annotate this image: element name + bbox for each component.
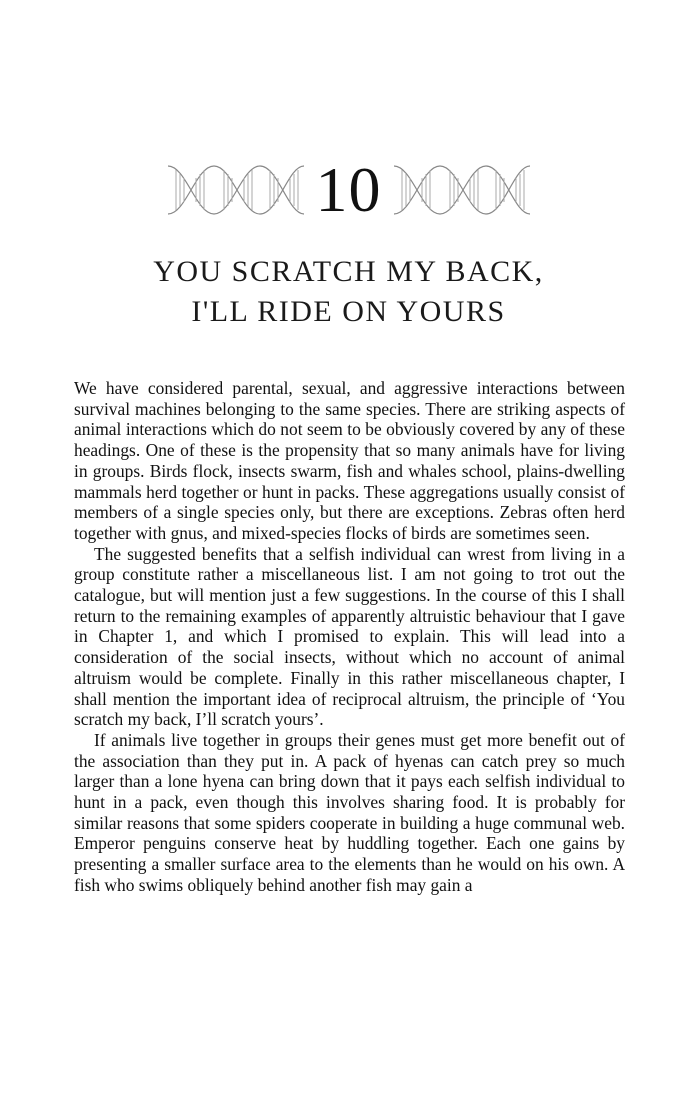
chapter-heading [0,150,697,230]
dna-helix-left-icon [166,158,306,222]
paragraph: If animals live together in groups their genes must get more benefit out of the association than they put in. A pack of hyenas can catch prey so much larger than a lone hyena can bring down that it pays each selfish individual to hunt in a pack, even though this involves sharing food. It is probably for similar reasons that some spiders cooperate in building a huge communal web. Emperor penguins conserve heat by huddling together. Each one gains by presenting a smaller surface area to the elements than he would on his own. A fish who swims obliquely behind another fish may gain a [74,729,625,895]
chapter-title-line-2: I'LL RIDE ON YOURS [191,295,506,328]
paragraph: The suggested benefits that a selfish individual can wrest from living in a group constitute rather a miscellaneous list. I am not going to trot out the catalogue, but will mention just a few suggestions. In the course of this I shall return to the remaining examples of apparently altruistic behaviour that I gave in Chapter 1, and which I promised to explain. This will lead into a consideration of the social insects, without which no account of animal altruism would be complete. Finally in this rather miscellaneous chapter, I shall mention the important idea of reciprocal altruism, the principle of ‘You scratch my back, I’ll scratch yours’. [74,543,625,730]
chapter-title [0,252,697,332]
chapter-number: 10 [315,154,382,225]
chapter-body [74,378,625,896]
paragraph: We have considered parental, sexual, and aggressive interactions between survival machines belonging to the same species. There are striking aspects of animal interactions which do not seem to be obviously covered by any of these headings. One of these is the propensity that so many animals have for living in groups. Birds flock, insects swarm, fish and whales school, plains-dwelling mammals herd together or hunt in packs. These aggregations usually consist of members of a single species only, but there are exceptions. Zebras often herd together with gnus, and mixed-species flocks of birds are sometimes seen. [74,378,625,543]
chapter-title-line-1: YOU SCRATCH MY BACK, [153,255,544,288]
dna-helix-right-icon [392,158,532,222]
